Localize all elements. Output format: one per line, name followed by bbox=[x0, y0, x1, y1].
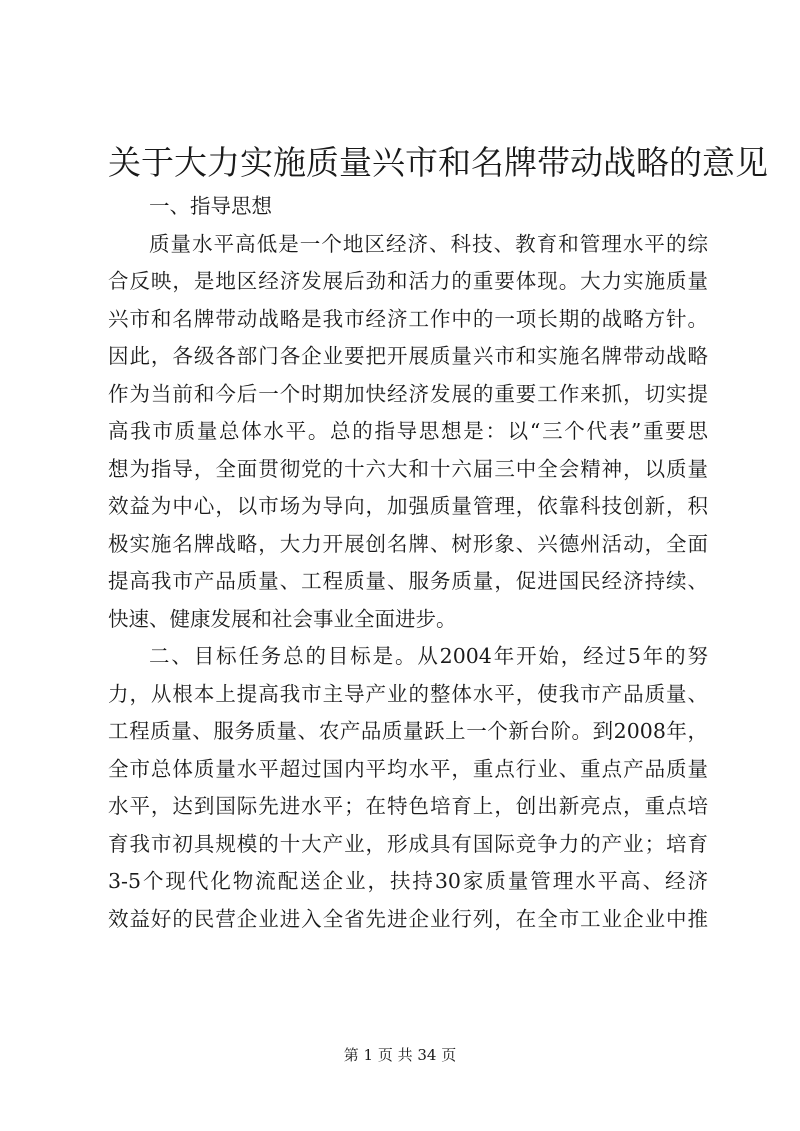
paragraph-line: 效益为中心，以市场为导向，加强质量管理，依靠科技创新，积 bbox=[108, 494, 708, 518]
paragraph-line: 高我市质量总体水平。总的指导思想是：以“三个代表”重要思 bbox=[108, 419, 708, 443]
paragraph-line: 因此，各级各部门各企业要把开展质量兴市和实施名牌带动战略 bbox=[108, 344, 708, 368]
section-heading-targets: 二、目标任务总的目标是。从2004年开始，经过5年的努 bbox=[149, 644, 708, 668]
document-body bbox=[108, 188, 708, 938]
paragraph-line: 效益好的民营企业进入全省先进企业行列，在全市工业企业中推 bbox=[108, 906, 708, 931]
paragraph-line: 力，从根本上提高我市主导产业的整体水平，使我市产品质量、 bbox=[108, 681, 708, 706]
page-footer: 第 1 页 共 34 页 bbox=[343, 1046, 457, 1064]
paragraph-line: 提高我市产品质量、工程质量、服务质量，促进国民经济持续、 bbox=[108, 569, 708, 593]
paragraph-line: 质量水平高低是一个地区经济、科技、教育和管理水平的综 bbox=[149, 231, 708, 256]
paragraph-line: 工程质量、服务质量、农产品质量跃上一个新台阶。到2008年， bbox=[108, 719, 708, 743]
paragraph-line: 作为当前和今后一个时期加快经济发展的重要工作来抓，切实提 bbox=[108, 381, 708, 406]
paragraph-line: 兴市和名牌带动战略是我市经济工作中的一项长期的战略方针。 bbox=[108, 306, 708, 331]
paragraph-line: 快速、健康发展和社会事业全面进步。 bbox=[108, 606, 457, 631]
paragraph-line: 合反映，是地区经济发展后劲和活力的重要体现。大力实施质量 bbox=[108, 269, 708, 293]
paragraph-line: 水平，达到国际先进水平；在特色培育上，创出新亮点，重点培 bbox=[108, 794, 708, 818]
document-title: 关于大力实施质量兴市和名牌带动战略的意见 bbox=[108, 143, 768, 182]
paragraph-line: 想为指导，全面贯彻党的十六大和十六届三中全会精神，以质量 bbox=[108, 456, 708, 481]
section-heading-guiding-ideology: 一、指导思想 bbox=[149, 194, 272, 218]
paragraph-line: 育我市初具规模的十大产业，形成具有国际竞争力的产业；培育 bbox=[108, 831, 708, 856]
paragraph-line: 全市总体质量水平超过国内平均水平，重点行业、重点产品质量 bbox=[108, 756, 708, 781]
paragraph-line: 3-5个现代化物流配送企业，扶持30家质量管理水平高、经济 bbox=[108, 869, 708, 893]
paragraph-line: 极实施名牌战略，大力开展创名牌、树形象、兴德州活动，全面 bbox=[108, 531, 708, 556]
